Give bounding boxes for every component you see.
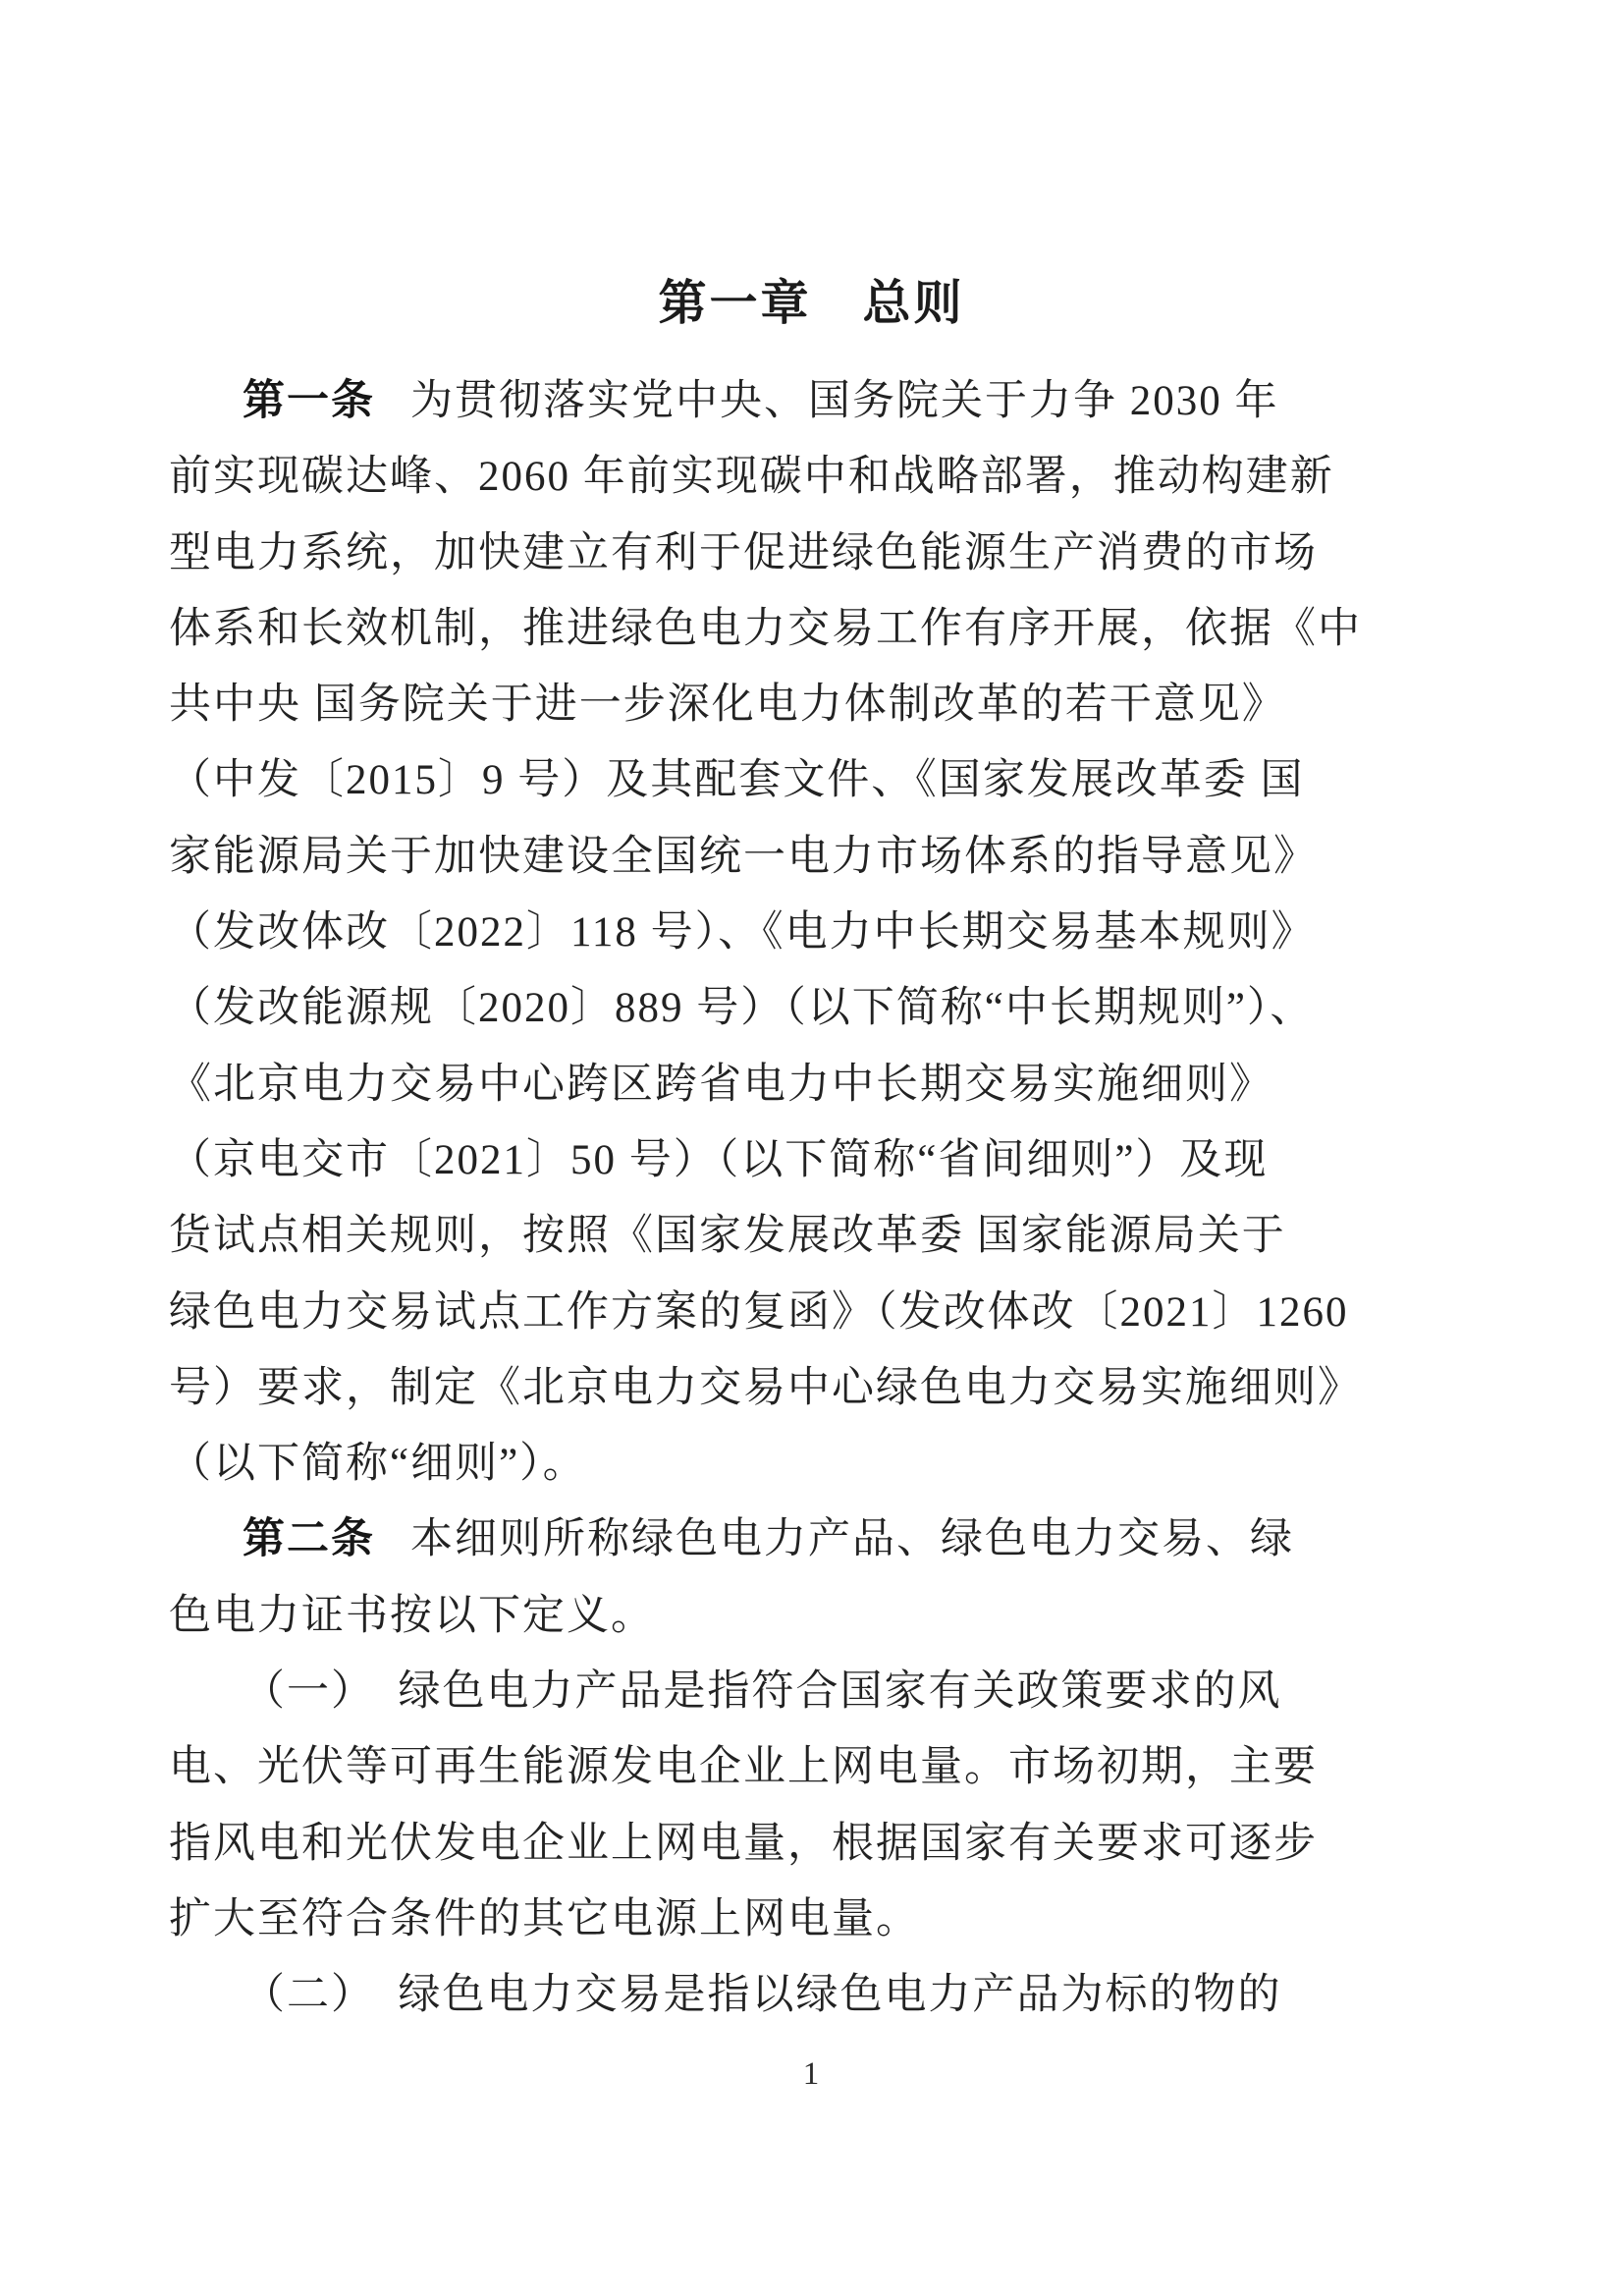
line-text: （发改体改〔2022〕118 号）、《电力中长期交易基本规则》 — [169, 909, 1316, 957]
text-line — [169, 667, 1386, 742]
text-line — [169, 1426, 1386, 1502]
line-text: 色电力证书按以下定义。 — [169, 1592, 655, 1639]
line-text: 体系和长效机制，推进绿色电力交易工作有序开展，依据《中 — [169, 605, 1362, 652]
text-line — [169, 363, 1386, 439]
line-text: 货试点相关规则，按照《国家发展改革委 国家能源局关于 — [169, 1213, 1286, 1260]
line-text: 绿色电力交易试点工作方案的复函》（发改体改〔2021〕1260 — [169, 1288, 1349, 1336]
article-number: 第一条 — [243, 378, 375, 424]
text-line — [169, 1198, 1386, 1274]
line-text: （一） 绿色电力产品是指符合国家有关政策要求的风 — [243, 1668, 1282, 1716]
text-line — [169, 742, 1386, 818]
line-text: （京电交市〔2021〕50 号）（以下简称“省间细则”）及现 — [169, 1136, 1269, 1183]
text-line — [169, 1882, 1386, 1957]
text-line — [169, 1350, 1386, 1426]
line-text: （中发〔2015〕9 号）及其配套文件、《国家发展改革委 国 — [169, 757, 1305, 804]
text-line — [169, 1275, 1386, 1350]
text-line — [169, 1729, 1386, 1805]
line-text: 《北京电力交易中心跨区跨省电力中长期交易实施细则》 — [169, 1061, 1273, 1108]
text-line — [169, 1122, 1386, 1198]
line-text: 共中央 国务院关于进一步深化电力体制改革的若干意见》 — [169, 682, 1286, 729]
text-line — [169, 516, 1386, 591]
text-line — [169, 1502, 1386, 1577]
line-text: 电、光伏等可再生能源发电企业上网电量。市场初期，主要 — [169, 1744, 1318, 1791]
line-text: 为贯彻落实党中央、国务院关于力争 2030 年 — [410, 378, 1279, 424]
line-text: （以下简称“细则”）。 — [169, 1441, 587, 1488]
text-line — [169, 970, 1386, 1046]
line-text: 前实现碳达峰、2060 年前实现碳中和战略部署，推动构建新 — [169, 454, 1334, 501]
line-text: 扩大至符合条件的其它电源上网电量。 — [169, 1895, 920, 1942]
article-number: 第二条 — [243, 1516, 375, 1563]
line-text: （发改能源规〔2020〕889 号）（以下简称“中长期规则”）、 — [169, 985, 1315, 1032]
text-line — [169, 1047, 1386, 1122]
line-text: 本细则所称绿色电力产品、绿色电力交易、绿 — [410, 1516, 1294, 1563]
text-line — [169, 1806, 1386, 1882]
line-text: 型电力系统，加快建立有利于促进绿色能源生产消费的市场 — [169, 529, 1318, 576]
document-body — [169, 363, 1386, 2034]
text-line — [169, 895, 1386, 970]
text-line — [169, 1654, 1386, 1729]
text-line — [169, 591, 1386, 667]
text-line — [169, 439, 1386, 515]
text-line — [169, 1957, 1386, 2033]
line-text: 家能源局关于加快建设全国统一电力市场体系的指导意见》 — [169, 833, 1318, 880]
text-line — [169, 819, 1386, 895]
page-number: 1 — [802, 2056, 821, 2092]
text-line — [169, 1578, 1386, 1654]
line-text: （二） 绿色电力交易是指以绿色电力产品为标的物的 — [243, 1972, 1282, 2019]
chapter-title: 第一章 总则 — [658, 276, 965, 330]
line-text: 指风电和光伏发电企业上网电量，根据国家有关要求可逐步 — [169, 1820, 1318, 1867]
line-text: 号）要求，制定《北京电力交易中心绿色电力交易实施细则》 — [169, 1364, 1362, 1411]
